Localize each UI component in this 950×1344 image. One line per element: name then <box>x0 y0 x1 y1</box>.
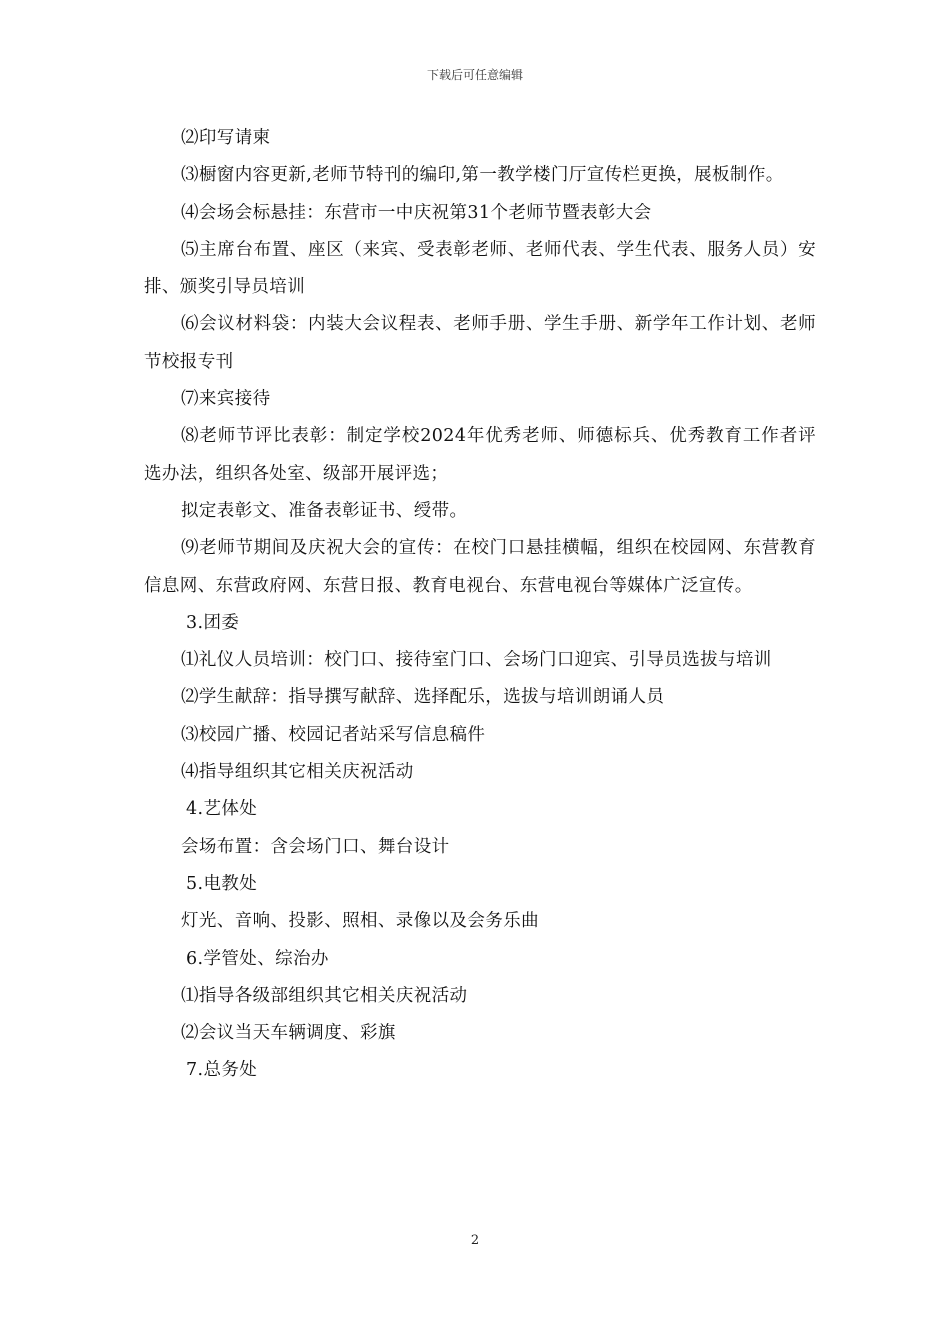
paragraph: 灯光、音响、投影、照相、录像以及会务乐曲 <box>181 911 539 932</box>
page-number: 2 <box>470 1233 480 1248</box>
paragraph: ⑹会议材料袋：内装大会议程表、老师手册、学生手册、新学年工作计划、老师节校报专刊 <box>144 314 816 372</box>
paragraph: ⑵印写请柬 <box>181 128 271 148</box>
section-heading: 5.电教处 <box>186 873 258 894</box>
paragraph: ⑵学生献辞：指导撰写献辞、选择配乐，选拔与培训朗诵人员 <box>181 687 665 708</box>
paragraph: ⑻老师节评比表彰：制定学校2024年优秀老师、师德标兵、优秀教育工作者评选办法，组织各处室、级部开展评选； <box>144 426 816 484</box>
paragraph: 会场布置：含会场门口、舞台设计 <box>181 836 450 857</box>
page-header: 下载后可任意编辑 <box>426 68 523 82</box>
paragraph: ⑴礼仪人员培训：校门口、接待室门口、会场门口迎宾、引导员选拔与培训 <box>181 650 772 671</box>
section-heading: 7.总务处 <box>186 1060 258 1081</box>
document-body <box>144 120 816 1090</box>
paragraph: ⑸主席台布置、座区（来宾、受表彰老师、老师代表、学生代表、服务人员）安排、颁奖引导员培训 <box>144 239 816 298</box>
section-heading: 4.艺体处 <box>186 799 258 820</box>
paragraph: ⑷会场会标悬挂：东营市一中庆祝第31个老师节暨表彰大会 <box>181 202 652 223</box>
section-heading: 3.团委 <box>186 612 240 633</box>
paragraph: ⑶橱窗内容更新,老师节特刊的编印,第一教学楼门厅宣传栏更换，展板制作。 <box>181 165 784 186</box>
paragraph: ⑴指导各级部组织其它相关庆祝活动 <box>181 985 468 1006</box>
section-heading: 6.学管处、综治办 <box>186 948 329 969</box>
paragraph: ⑷指导组织其它相关庆祝活动 <box>181 762 414 783</box>
paragraph: 拟定表彰文、准备表彰证书、绶带。 <box>181 500 468 521</box>
paragraph: ⑺来宾接待 <box>181 389 271 410</box>
paragraph: ⑵会议当天车辆调度、彩旗 <box>181 1023 396 1044</box>
paragraph: ⑼老师节期间及庆祝大会的宣传：在校门口悬挂横幅，组织在校园网、东营教育信息网、东营政府网、东营日报、教育电视台、东营电视台等媒体广泛宣传。 <box>144 538 816 596</box>
paragraph: ⑶校园广播、校园记者站采写信息稿件 <box>181 724 486 745</box>
